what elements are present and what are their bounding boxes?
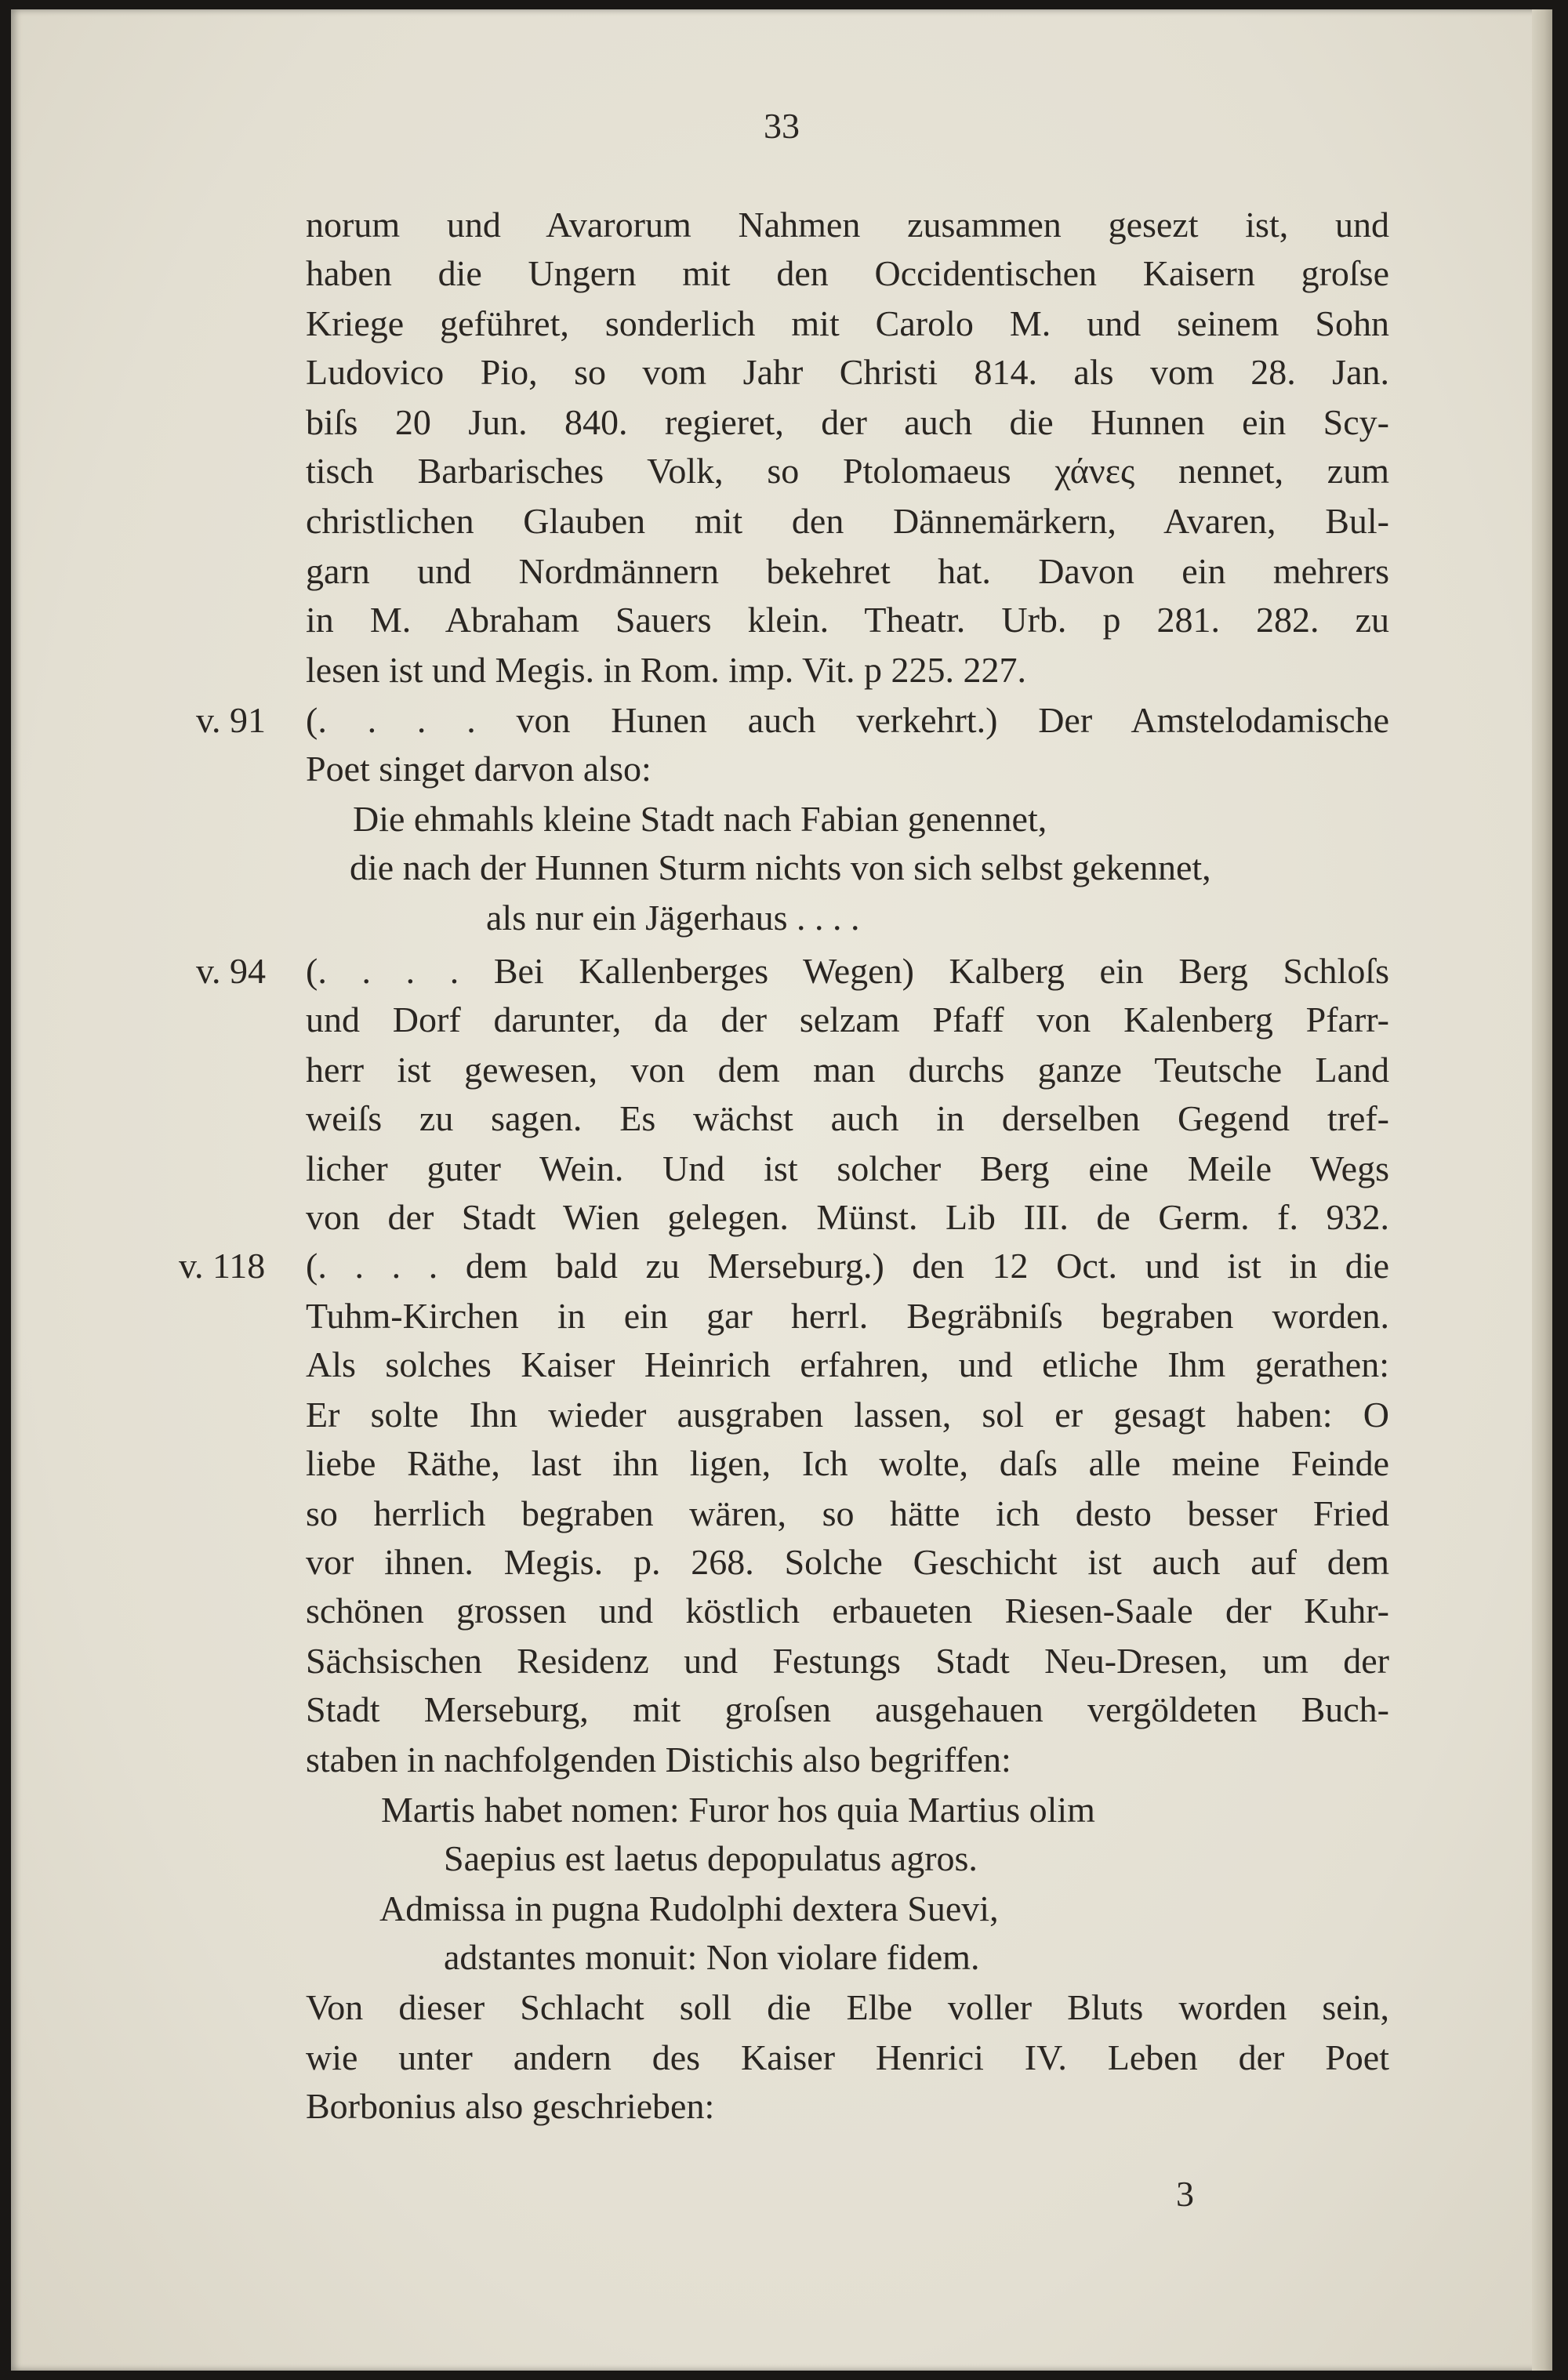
margin-note-v118: v. 118 xyxy=(179,1246,266,1286)
text-line: und Dorf darunter, da der selzam Pfaff von Kalenberg Pfarr- xyxy=(306,1000,1389,1039)
text-line: Kriege geführet, sonderlich mit Carolo M. und seinem Sohn xyxy=(306,303,1389,343)
text-line: biſs 20 Jun. 840. regieret, der auch die Hunnen ein Scy- xyxy=(306,402,1389,442)
page-number: 33 xyxy=(764,106,800,146)
text-line: Poet singet darvon also: xyxy=(306,749,652,789)
page-text xyxy=(11,9,1552,2371)
book-page xyxy=(11,9,1552,2371)
text-line: staben in nachfolgenden Distichis also begriffen: xyxy=(306,1740,1011,1780)
text-line: vor ihnen. Megis. p. 268. Solche Geschicht ist auch auf dem xyxy=(306,1542,1389,1582)
text-line: licher guter Wein. Und ist solcher Berg eine Meile Wegs xyxy=(306,1148,1389,1188)
verse-line: Admissa in pugna Rudolphi dextera Suevi, xyxy=(379,1888,999,1928)
text-line: Von dieser Schlacht soll die Elbe voller Bluts worden sein, xyxy=(306,1987,1389,2027)
signature-mark: 3 xyxy=(1176,2174,1194,2214)
verse-line: als nur ein Jägerhaus . . . . xyxy=(486,898,860,938)
text-line: (. . . . Bei Kallenberges Wegen) Kalberg ein Berg Schloſs xyxy=(306,951,1389,991)
verse-line: Martis habet nomen: Furor hos quia Martius olim xyxy=(381,1790,1095,1830)
verse-line: die nach der Hunnen Sturm nichts von sich selbst gekennet, xyxy=(350,847,1211,887)
text-line: wie unter andern des Kaiser Henrici IV. Leben der Poet xyxy=(306,2037,1389,2077)
text-line: (. . . . dem bald zu Merseburg.) den 12 Oct. und ist in die xyxy=(306,1246,1389,1286)
margin-note-v91: v. 91 xyxy=(196,700,267,740)
text-line: Tuhm-Kirchen in ein gar herrl. Begräbniſs begraben worden. xyxy=(306,1296,1389,1336)
text-line: Als solches Kaiser Heinrich erfahren, und etliche Ihm gerathen: xyxy=(306,1344,1389,1384)
text-line: weiſs zu sagen. Es wächst auch in derselben Gegend tref- xyxy=(306,1098,1389,1138)
text-line: christlichen Glauben mit den Dännemärkern, Avaren, Bul- xyxy=(306,501,1389,541)
verse-line: Die ehmahls kleine Stadt nach Fabian genennet, xyxy=(353,799,1047,839)
text-line: Borbonius also geschrieben: xyxy=(306,2086,715,2126)
text-line: liebe Räthe, last ihn ligen, Ich wolte, daſs alle meine Feinde xyxy=(306,1443,1389,1483)
text-line: haben die Ungern mit den Occidentischen Kaisern groſse xyxy=(306,253,1389,293)
text-line: lesen ist und Megis. in Rom. imp. Vit. p 225. 227. xyxy=(306,650,1026,690)
margin-note-v94: v. 94 xyxy=(196,951,267,991)
text-line: schönen grossen und köstlich erbaueten Riesen-Saale der Kuhr- xyxy=(306,1591,1389,1631)
text-line: herr ist gewesen, von dem man durchs ganze Teutsche Land xyxy=(306,1050,1389,1090)
text-line: Sächsischen Residenz und Festungs Stadt Neu-Dresen, um der xyxy=(306,1641,1389,1681)
text-line: norum und Avarorum Nahmen zusammen gesezt ist, und xyxy=(306,205,1389,245)
text-line: (. . . . von Hunen auch verkehrt.) Der Amstelodamische xyxy=(306,700,1389,740)
text-line: garn und Nordmännern bekehret hat. Davon ein mehrers xyxy=(306,551,1389,591)
text-line: Ludovico Pio, so vom Jahr Christi 814. als vom 28. Jan. xyxy=(306,352,1389,392)
text-line: tisch Barbarisches Volk, so Ptolomaeus χάνες nennet, zum xyxy=(306,451,1389,491)
text-line: in M. Abraham Sauers klein. Theatr. Urb. p 281. 282. zu xyxy=(306,600,1389,640)
verse-line: Saepius est laetus depopulatus agros. xyxy=(444,1838,978,1878)
verse-line: adstantes monuit: Non violare fidem. xyxy=(444,1937,980,1977)
text-line: so herrlich begraben wären, so hätte ich desto besser Fried xyxy=(306,1493,1389,1533)
text-line: von der Stadt Wien gelegen. Münst. Lib III. de Germ. f. 932. xyxy=(306,1197,1389,1237)
text-line: Stadt Merseburg, mit groſsen ausgehauen vergöldeten Buch- xyxy=(306,1689,1389,1729)
text-line: Er solte Ihn wieder ausgraben lassen, sol er gesagt haben: O xyxy=(306,1395,1389,1435)
